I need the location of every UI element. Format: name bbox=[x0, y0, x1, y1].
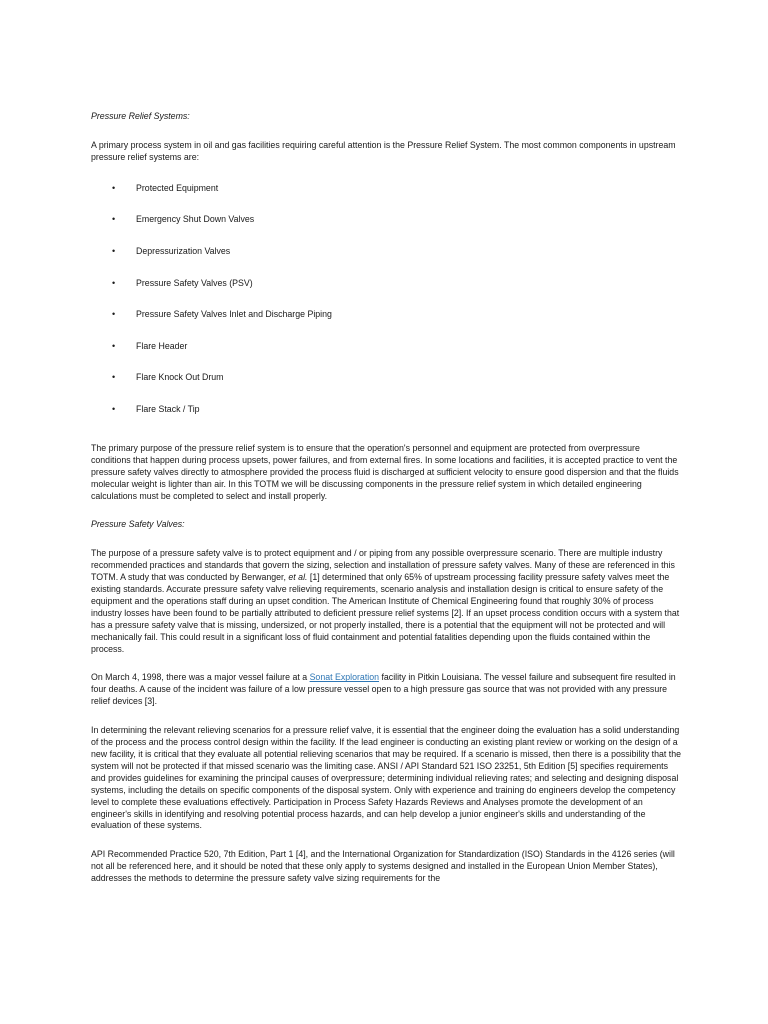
bullet-item bbox=[91, 309, 681, 341]
psv-paragraph bbox=[91, 548, 681, 655]
components-bullet-list bbox=[91, 183, 681, 426]
purpose-paragraph: The primary purpose of the pressure relief system is to ensure that the operation's personnel and equipment are protected from overpressure conditions that happen during process upsets, power failures, and from external fires. In some locations and facilities, it is accepted practice to vent the pressure safety valves directly to atmosphere provided the process fluid is discharged at sufficient velocity to ensure good dispersion and that the fluids molecular weight is lighter than air. In this TOTM we will be discussing components in the pressure relief system in which detailed engineering calculations must be completed to select and install properly. bbox=[91, 442, 679, 501]
paragraph-text: On March 4, 1998, there was a major vessel failure at a bbox=[91, 672, 310, 683]
bullet-item-label: Flare Stack / Tip bbox=[136, 403, 200, 414]
bullet-dot-icon: • bbox=[112, 245, 116, 256]
italic-text: et al. bbox=[288, 572, 308, 583]
bullet-dot-icon: • bbox=[112, 372, 116, 383]
bullet-item-label: Pressure Safety Valves Inlet and Discharge Piping bbox=[136, 309, 332, 320]
sonat-exploration-link[interactable]: Sonat Exploration bbox=[309, 672, 380, 683]
relieving-scenarios-paragraph: In determining the relevant relieving scenarios for a pressure relief valve, it is essential that the engineer doing the evaluation has a solid understanding of the process and the process control design within the facility. If the lead engineer is conducting an existing plant review or working on the design of a new facility, it is critical that they evaluate all potential relieving scenarios that may be required. If a scenario is missed, then there is a possibility that the system will not be protected if that missed scenario was the limiting case. ANSI / API Standard 521 ISO 23251, 5th Edition [5] specifies requirements and provides guidelines for examining the principal causes of overpressure; determining individual relieving rates; and selecting and designing disposal systems, including the details on specific components of the disposal system. Only with experience and training do engineers develop the competency level to complete these evaluations effectively. Participation in Process Safety Hazards Reviews and Analyses promote the development of an engineer's skills in identifying and resolving potential process hazards, and can help develop a junior engineer's skills and understanding of the evaluation of these systems. bbox=[91, 725, 682, 831]
bullet-item bbox=[91, 372, 681, 404]
paragraph-text: The purpose of a pressure safety valve is to protect equipment and / or piping from any possible overpressure scenario. There are multiple industry recommended practices and standards that govern the sizing, selection and installation of pressure safety valves. Many of these are referenced in this TOTM. A study that was conducted by Berwanger, bbox=[91, 548, 675, 583]
bullet-item bbox=[91, 404, 681, 426]
bullet-item bbox=[91, 341, 681, 373]
bullet-item-label: Protected Equipment bbox=[136, 182, 219, 193]
bullet-dot-icon: • bbox=[112, 340, 116, 351]
bullet-dot-icon: • bbox=[112, 309, 116, 320]
section-heading-pressure-safety-valves: Pressure Safety Valves: bbox=[91, 519, 185, 530]
section-heading-pressure-relief-systems: Pressure Relief Systems: bbox=[91, 111, 190, 121]
api-standards-paragraph: API Recommended Practice 520, 7th Edition, Part 1 [4], and the International Organization for Standardization (ISO) Standards in the 4126 series (will not all be referenced here, and it should be noted that these only apply to systems designed and installed in the European Union Member States), addresses the methods to determine the pressure safety valve sizing requirements for the bbox=[91, 849, 675, 884]
bullet-dot-icon: • bbox=[112, 277, 116, 288]
bullet-item bbox=[91, 214, 681, 246]
bullet-item-label: Depressurization Valves bbox=[136, 245, 231, 256]
bullet-item-label: Pressure Safety Valves (PSV) bbox=[136, 277, 253, 288]
document-body bbox=[91, 111, 681, 885]
paragraph-text: [1] determined that only 65% of upstream processing facility pressure safety valves meet the existing standards. Accurate pressure safety valve relieving requirements, scenario analysis and installation design is critical to ensure safety of the equipment and the operations staff during an upset condition. The American Institute of Chemical Engineering found that roughly 30% of process industry losses have been found to be partially attributed to deficient pressure relief systems [2]. If an upset process condition occurs with a system that has a pressure safety valve that is missing, undersized, or not properly installed, there is a potential that the equipment will not be protected and will mechanically fail. This could result in a significant loss of fluid containment and potential fatalities depending upon the fluids contained within the process. bbox=[91, 572, 680, 654]
intro-paragraph: A primary process system in oil and gas facilities requiring careful attention is the Pressure Relief System. The most common components in upstream pressure relief systems are: bbox=[91, 139, 676, 162]
bullet-item-label: Flare Knock Out Drum bbox=[136, 372, 224, 383]
bullet-item bbox=[91, 246, 681, 278]
bullet-dot-icon: • bbox=[112, 214, 116, 225]
bullet-item-label: Flare Header bbox=[136, 340, 188, 351]
bullet-item bbox=[91, 278, 681, 310]
sonat-incident-paragraph bbox=[91, 672, 681, 708]
bullet-dot-icon: • bbox=[112, 403, 116, 414]
bullet-item-label: Emergency Shut Down Valves bbox=[136, 214, 255, 225]
paragraph-text: facility in Pitkin Louisiana. The vessel failure and subsequent fire resulted in four deaths. A cause of the incident was failure of a low pressure vessel open to a high pressure gas source that was not provided with any pressure relief devices [3]. bbox=[91, 672, 676, 707]
bullet-item bbox=[91, 183, 681, 215]
bullet-dot-icon: • bbox=[112, 182, 116, 193]
